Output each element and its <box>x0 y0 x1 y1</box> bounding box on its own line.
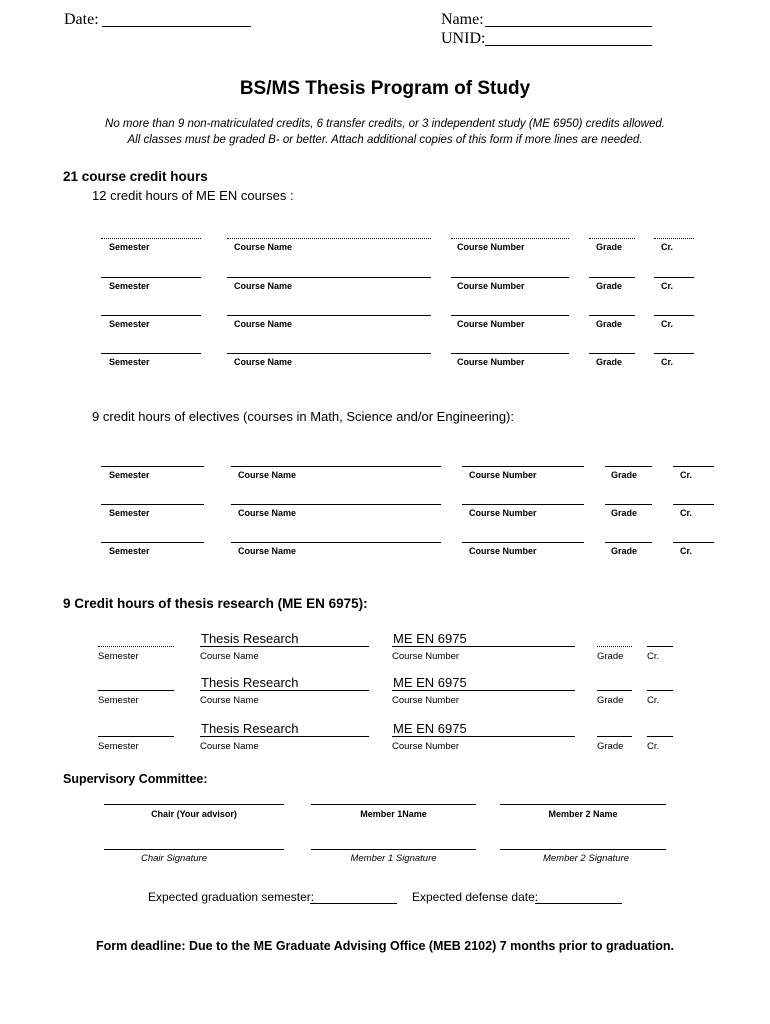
me-en-row-semester-field[interactable] <box>101 277 201 278</box>
elective-row-credits-label: Cr. <box>680 470 693 480</box>
thesis-row-course_number-value: ME EN 6975 <box>393 721 467 736</box>
thesis-row-grade-label: Grade <box>597 741 624 752</box>
me-en-row-course_number-field[interactable] <box>451 353 569 354</box>
chair-signature-field[interactable] <box>104 849 284 850</box>
me-en-row-course_number-field[interactable] <box>451 238 569 239</box>
me-en-row-course_name-field[interactable] <box>227 277 431 278</box>
me-en-row-course_number-label: Course Number <box>457 319 525 329</box>
me-en-row-semester-label: Semester <box>109 281 150 291</box>
member1-name-field[interactable] <box>311 804 476 805</box>
me-en-row-credits-label: Cr. <box>661 357 674 367</box>
me-en-row-grade-label: Grade <box>596 281 623 291</box>
me-en-row-course_name-field[interactable] <box>227 238 431 239</box>
me-en-row-course_name-field[interactable] <box>227 315 431 316</box>
chair-name-field[interactable] <box>104 804 284 805</box>
thesis-row-course_name-value: Thesis Research <box>201 675 299 690</box>
me-en-row-credits-label: Cr. <box>661 242 674 252</box>
elective-row-credits-label: Cr. <box>680 546 693 556</box>
thesis-row-semester-field[interactable] <box>98 690 174 691</box>
thesis-row-course_name-label: Course Name <box>200 651 259 662</box>
thesis-row-semester-label: Semester <box>98 741 139 752</box>
note-line-1: No more than 9 non-matriculated credits, 6 transfer credits, or 3 independent study (ME 6950) credits allowed. <box>105 118 665 130</box>
elective-row-course_name-field[interactable] <box>231 542 441 543</box>
thesis-row-credits-field[interactable] <box>647 690 673 691</box>
elective-row-semester-label: Semester <box>109 546 150 556</box>
elective-row-semester-field[interactable] <box>101 466 204 467</box>
member2-label: Member 2 Name <box>548 809 618 819</box>
elective-row-credits-label: Cr. <box>680 508 693 518</box>
thesis-row-course_name-field[interactable] <box>200 646 369 647</box>
member2-signature-label: Member 2 Signature <box>542 853 630 864</box>
thesis-row-course_name-value: Thesis Research <box>201 631 299 646</box>
me-en-row-course_number-field[interactable] <box>451 315 569 316</box>
elective-row-course_name-label: Course Name <box>238 470 297 480</box>
thesis-row-course_name-label: Course Name <box>200 741 259 752</box>
me-en-row-credits-field[interactable] <box>654 238 694 239</box>
thesis-row-course_name-label: Course Name <box>200 695 259 706</box>
date-field[interactable] <box>102 26 251 27</box>
thesis-row-course_number-label: Course Number <box>392 695 460 706</box>
elective-row-course_name-field[interactable] <box>231 504 441 505</box>
elective-row-credits-field[interactable] <box>673 542 714 543</box>
member1-signature-label: Member 1 Signature <box>350 853 437 864</box>
me-en-row-semester-label: Semester <box>109 357 150 367</box>
member1-label: Member 1Name <box>360 809 427 819</box>
thesis-row-grade-field[interactable] <box>597 646 632 647</box>
elective-row-credits-field[interactable] <box>673 504 714 505</box>
elective-row-semester-label: Semester <box>109 508 150 518</box>
thesis-row-course_number-value: ME EN 6975 <box>393 631 467 646</box>
elective-row-course_number-label: Course Number <box>469 546 537 556</box>
me-en-row-grade-field[interactable] <box>589 277 635 278</box>
elective-row-grade-label: Grade <box>611 508 638 518</box>
me-en-row-semester-field[interactable] <box>101 315 201 316</box>
thesis-row-course_number-label: Course Number <box>392 741 460 752</box>
thesis-row-course_number-label: Course Number <box>392 651 460 662</box>
elective-row-course_name-label: Course Name <box>238 546 297 556</box>
member1-signature-field[interactable] <box>311 849 476 850</box>
elective-row-course_name-label: Course Name <box>238 508 297 518</box>
unid-label: UNID: <box>441 30 486 47</box>
elective-row-course_number-field[interactable] <box>462 542 584 543</box>
thesis-row-credits-label: Cr. <box>647 741 660 752</box>
chair-signature-label: Chair Signature <box>140 853 207 864</box>
elective-row-course_number-label: Course Number <box>469 470 537 480</box>
unid-field[interactable] <box>485 45 652 46</box>
me-en-row-course_number-label: Course Number <box>457 281 525 291</box>
thesis-heading: 9 Credit hours of thesis research (ME EN 6975): <box>63 596 368 611</box>
me-en-row-course_name-label: Course Name <box>234 319 293 329</box>
thesis-row-grade-field[interactable] <box>597 690 632 691</box>
defense-date-label: Expected defense date: <box>412 890 539 904</box>
thesis-row-course_name-field[interactable] <box>200 690 369 691</box>
elective-row-semester-label: Semester <box>109 470 150 480</box>
graduation-semester-label: Expected graduation semester: <box>148 890 315 904</box>
elective-row-grade-label: Grade <box>611 470 638 480</box>
thesis-row-credits-field[interactable] <box>647 646 673 647</box>
thesis-row-course_number-field[interactable] <box>392 690 575 691</box>
thesis-row-course_number-field[interactable] <box>392 646 575 647</box>
thesis-row-credits-label: Cr. <box>647 695 660 706</box>
me-en-row-course_number-label: Course Number <box>457 357 525 367</box>
me-en-row-semester-label: Semester <box>109 242 150 252</box>
elective-row-course_number-field[interactable] <box>462 504 584 505</box>
thesis-row-credits-label: Cr. <box>647 651 660 662</box>
me-en-row-credits-field[interactable] <box>654 315 694 316</box>
thesis-row-credits-field[interactable] <box>647 736 673 737</box>
me-en-row-credits-field[interactable] <box>654 277 694 278</box>
me-en-row-semester-field[interactable] <box>101 238 201 239</box>
me-en-subheading: 12 credit hours of ME EN courses : <box>92 188 294 203</box>
course-hours-heading: 21 course credit hours <box>63 169 208 184</box>
chair-label: Chair (Your advisor) <box>151 809 237 819</box>
me-en-row-semester-label: Semester <box>109 319 150 329</box>
me-en-row-grade-label: Grade <box>596 357 623 367</box>
me-en-row-credits-label: Cr. <box>661 281 674 291</box>
graduation-semester-field[interactable] <box>310 903 397 904</box>
thesis-row-grade-label: Grade <box>597 651 624 662</box>
me-en-row-course_name-label: Course Name <box>234 357 293 367</box>
me-en-row-course_name-label: Course Name <box>234 242 293 252</box>
elective-row-semester-field[interactable] <box>101 504 204 505</box>
thesis-row-grade-label: Grade <box>597 695 624 706</box>
me-en-row-grade-label: Grade <box>596 319 623 329</box>
page-title: BS/MS Thesis Program of Study <box>239 78 531 99</box>
thesis-row-semester-label: Semester <box>98 651 139 662</box>
form-deadline: Form deadline: Due to the ME Graduate Advising Office (MEB 2102) 7 months prior to graduation. <box>95 939 675 953</box>
date-label: Date: <box>64 11 99 28</box>
name-field[interactable] <box>485 26 652 27</box>
me-en-row-grade-field[interactable] <box>589 238 635 239</box>
elective-row-course_name-field[interactable] <box>231 466 441 467</box>
elective-row-course_number-label: Course Number <box>469 508 537 518</box>
elective-row-grade-field[interactable] <box>605 466 652 467</box>
me-en-row-course_name-field[interactable] <box>227 353 431 354</box>
member2-signature-field[interactable] <box>500 849 666 850</box>
defense-date-field[interactable] <box>535 903 622 904</box>
thesis-row-course_number-value: ME EN 6975 <box>393 675 467 690</box>
me-en-row-grade-field[interactable] <box>589 353 635 354</box>
electives-subheading: 9 credit hours of electives (courses in Math, Science and/or Engineering): <box>92 409 514 424</box>
me-en-row-grade-label: Grade <box>596 242 623 252</box>
elective-row-credits-field[interactable] <box>673 466 714 467</box>
thesis-row-course_name-field[interactable] <box>200 736 369 737</box>
note-line-2: All classes must be graded B- or better. Attach additional copies of this form if more lines are needed. <box>127 134 643 146</box>
elective-row-semester-field[interactable] <box>101 542 204 543</box>
thesis-row-course_name-value: Thesis Research <box>201 721 299 736</box>
thesis-row-semester-field[interactable] <box>98 736 174 737</box>
me-en-row-credits-label: Cr. <box>661 319 674 329</box>
elective-row-grade-field[interactable] <box>605 542 652 543</box>
elective-row-course_number-field[interactable] <box>462 466 584 467</box>
thesis-row-semester-label: Semester <box>98 695 139 706</box>
name-label: Name: <box>441 11 484 28</box>
me-en-row-course_number-field[interactable] <box>451 277 569 278</box>
thesis-row-grade-field[interactable] <box>597 736 632 737</box>
elective-row-grade-field[interactable] <box>605 504 652 505</box>
me-en-row-semester-field[interactable] <box>101 353 201 354</box>
member2-name-field[interactable] <box>500 804 666 805</box>
thesis-row-semester-field[interactable] <box>98 646 174 647</box>
me-en-row-course_name-label: Course Name <box>234 281 293 291</box>
me-en-row-credits-field[interactable] <box>654 353 694 354</box>
thesis-row-course_number-field[interactable] <box>392 736 575 737</box>
committee-heading: Supervisory Committee: <box>63 772 208 786</box>
me-en-row-course_number-label: Course Number <box>457 242 525 252</box>
elective-row-grade-label: Grade <box>611 546 638 556</box>
me-en-row-grade-field[interactable] <box>589 315 635 316</box>
